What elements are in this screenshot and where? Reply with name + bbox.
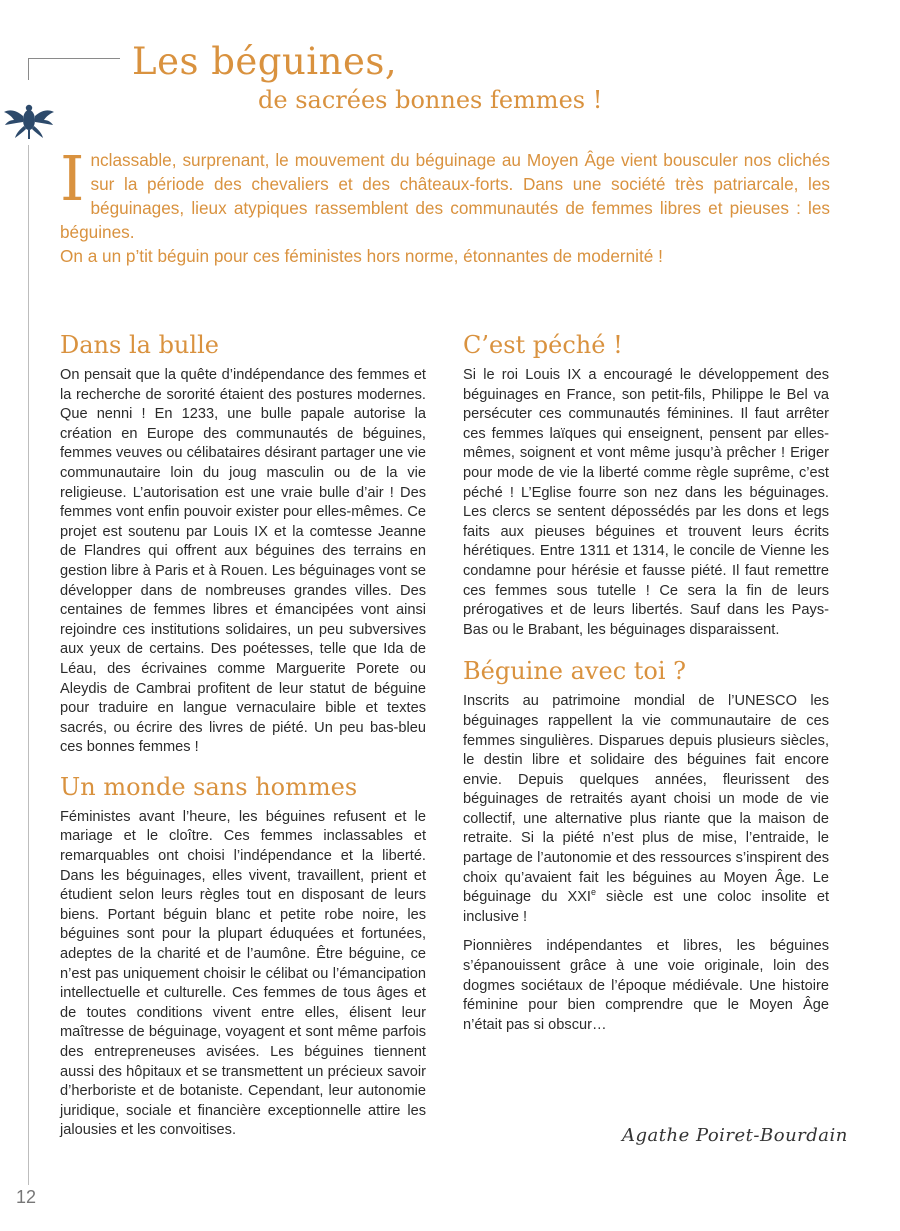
section-body-cest-peche: Si le roi Louis IX a encouragé le développement des béguinages en France, son petit-fils, Philippe le Bel va persécuter ces communautés féminines. Il faut arrêter ces femmes laïques qui enseignent, pensent par elles-mêmes, soignent et vont même jusqu’à prêcher ! Eriger pour mode de vie la liberté comme règle suprême, c’est péché ! L’Eglise fourre son nez dans les béguinages. Les clercs se sentent dépossédés par les dons et legs faits aux pieuses béguines et trouvent leurs écrits hérétiques. Entre 1311 et 1314, le concile de Vienne les condamne pour hérésie et fausse piété. Il faut remettre ces femmes sous tutelle ! Ce sera la fin de leurs prérogatives et de leurs libertés. Sauf dans les Pays-Bas ou le Brabant, les béguinages disparaissent. bbox=[463, 367, 829, 638]
section-body-un-monde-sans-hommes: Féministes avant l’heure, les béguines refusent et le mariage et le cloître. Ces femmes inclassables et remarquables ont choisi l’indépendance et la liberté. Dans les béguinages, elles vivent, travaillent, prient et étudient selon leurs règles tout en disposant de leurs biens. Portant béguin blanc et petite robe noire, les béguines sont pour la plupart éduquées et fortunées, adeptes de la charité et de l’aumône. Être béguine, ce n’est pas uniquement choisir le célibat ou l’émancipation intellectuelle et culturelle. Ces femmes de tous âges et de toutes conditions vivent entre elles, élisent leur maîtresse de béguinage, voyagent et sont même parfois des entrepreneuses avisées. Les béguines tiennent aussi des hôpitaux et se transmettent un précieux savoir d’herboriste et de botaniste. Cependant, leur autonomie juridique, sociale et financière exceptionnelle attire les jalousies et les convoitises. bbox=[60, 808, 426, 1139]
section-body-beguine-avec-toi bbox=[463, 692, 829, 927]
right-column bbox=[463, 330, 829, 1035]
decorative-rule-corner bbox=[28, 58, 29, 80]
page-number: 12 bbox=[16, 1187, 37, 1207]
intro-block bbox=[60, 142, 830, 268]
section-heading-beguine-avec-toi: Béguine avec toi ? bbox=[463, 657, 687, 686]
section-heading-dans-la-bulle: Dans la bulle bbox=[60, 331, 219, 359]
body-text-part-b: siècle est une coloc insolite et inclusive ! bbox=[463, 889, 829, 925]
decorative-rule-vertical bbox=[28, 145, 29, 1185]
section-heading-cest-peche: C’est péché ! bbox=[463, 331, 623, 359]
superscript-e: e bbox=[591, 887, 597, 898]
section-body-conclusion: Pionnières indépendantes et libres, les béguines s’épanouissent grâce à une voie originale, loin des dogmes sociétaux de l’époque médiévale. Une histoire féminine pour bien comprendre que le Moyen Âge n’était pas si obscur… bbox=[463, 938, 829, 1033]
section-body-dans-la-bulle: On pensait que la quête d’indépendance des femmes et la recherche de sororité étaient des postures modernes. Que nenni ! En 1233, une bulle papale autorise la création en Europe des communautés de béguines, femmes veuves ou célibataires désirant partager une vie communautaire loin du joug masculin ou de la vie religieuse. L’autorisation est une vraie bulle d’air ! Des femmes vont enfin pouvoir exister pour elles-mêmes. Ce projet est soutenu par Louis IX et la comtesse Jeanne de Flandres qui offrent aux béguines des terrains en gestion libre à Paris et à Rouen. Les béguinages vont se développer dans de nombreuses grandes villes. Des centaines de femmes libres et émancipées vont ainsi rejoindre ces institutions solidaires, un peu subversives aux yeux de certains. Des poétesses, telle que Ida de Léau, des écrivaines comme Marguerite Porete ou Aleydis de Cambrai profitent de leur statut de béguine pour traduire en langue vernaculaire bible et textes sacrés, ou écrire des livres de piété. Un peu bas-bleu ces bonnes femmes ! bbox=[60, 367, 426, 756]
decorative-rule-horizontal bbox=[28, 58, 120, 59]
section-heading-un-monde-sans-hommes: Un monde sans hommes bbox=[60, 772, 358, 801]
intro-text: nclassable, surprenant, le mouvement du béguinage au Moyen Âge vient bousculer nos clichés sur la période des chevaliers et des châteaux-forts. Dans une société très patriarcale, les béguinages, lieux atypiques rassemblent des communautés de femmes libres et pieuses : les béguines. bbox=[60, 150, 830, 242]
body-text-part-a: Inscrits au patrimoine mondial de l’UNESCO les béguinages rappellent la vie communautaire de ces femmes singulières. Disparues depuis plusieurs siècles, le destin libre et solidaire des béguines fait encore envie. Depuis quelques années, fleurissent des béguinages de retraités ayant choisi un mode de vie collectif, une alternative plus riante que la maison de retraite. Si la piété n’est plus de mise, l’entraide, le partage de l’autonomie et des ressources s’inspirent des choix qu’avaient fait les béguines au Moyen Âge. Le béguinage du XXI bbox=[463, 693, 829, 906]
intro-tagline: On a un p’tit béguin pour ces féministes hors norme, étonnantes de modernité ! bbox=[60, 246, 663, 266]
scarab-icon bbox=[2, 100, 56, 142]
drop-cap: I bbox=[60, 142, 85, 215]
author-signature: Agathe Poiret-Bourdain bbox=[622, 1125, 848, 1146]
page-subtitle: de sacrées bonnes femmes ! bbox=[258, 86, 603, 114]
page-title: Les béguines, bbox=[132, 40, 398, 83]
left-column bbox=[60, 330, 426, 1141]
